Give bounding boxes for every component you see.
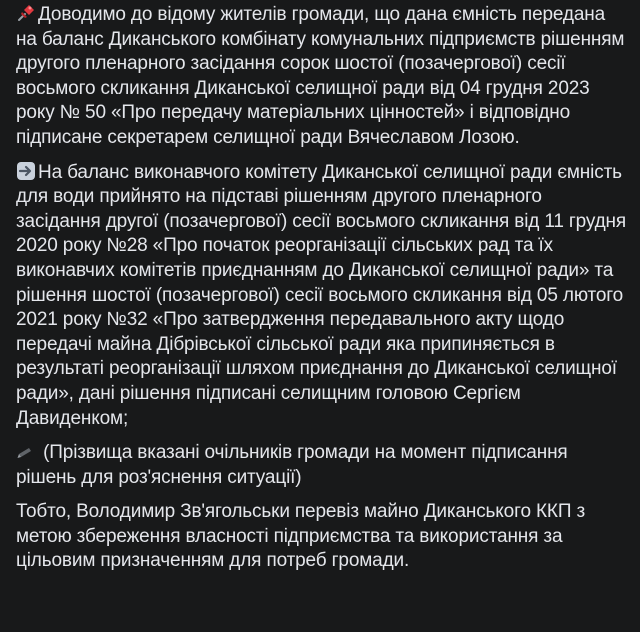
post-paragraph-4-text: Тобто, Володимир Зв'ягольськи перевіз майно Диканського ККП з метою збереження власності підприємства та використання за цільовим призначенням для потреб громади.: [16, 501, 586, 572]
post-paragraph-1-text: Доводимо до відому жителів громади, що дана ємність передана на баланс Диканського комбінату комунальних підприємств рішенням другого пленарного засідання сорок шостої (позачергової) сесії восьмого скликання Диканської селищної ради від 04 грудня 2023 року № 50 «Про передачу матеріальних цінностей» і відповідно підписане секретарем селищної ради Вячеславом Лозою.: [16, 4, 625, 148]
post-paragraph-3-text: (Прізвища вказані очільників громади на момент підписання рішень для роз'яснення ситуації): [16, 442, 568, 488]
post-paragraph-3: [16, 441, 626, 490]
post-paragraph-1: [16, 3, 626, 151]
post-paragraph-2: [16, 161, 626, 432]
right-arrow-icon: [16, 161, 36, 181]
post-paragraph-2-text: На баланс виконавчого комітету Диканської селищної ради ємність для води прийнято на підставі рішенням другого пленарного засідання другої (позачергової) сесії восьмого скликання від 11 грудня 2020 року №28 «Про початок реорганізації сільських рад та їх виконавчих комітетів приєднанням до Диканської селищної ради» та рішення шостої (позачергової) сесії восьмого скликання від 05 лютого 2021 року №32 «Про затвердження передавального акту щодо передачі майна Дібрівської сільської ради яка припиняється в результаті реорганізації шляхом приєднання до Диканської селищної ради», дані рішення підписані селищним головою Сергієм Давиденком;: [16, 161, 627, 429]
post-paragraph-4: [16, 500, 626, 574]
pen-icon: [16, 441, 36, 461]
pushpin-icon: [16, 3, 36, 23]
